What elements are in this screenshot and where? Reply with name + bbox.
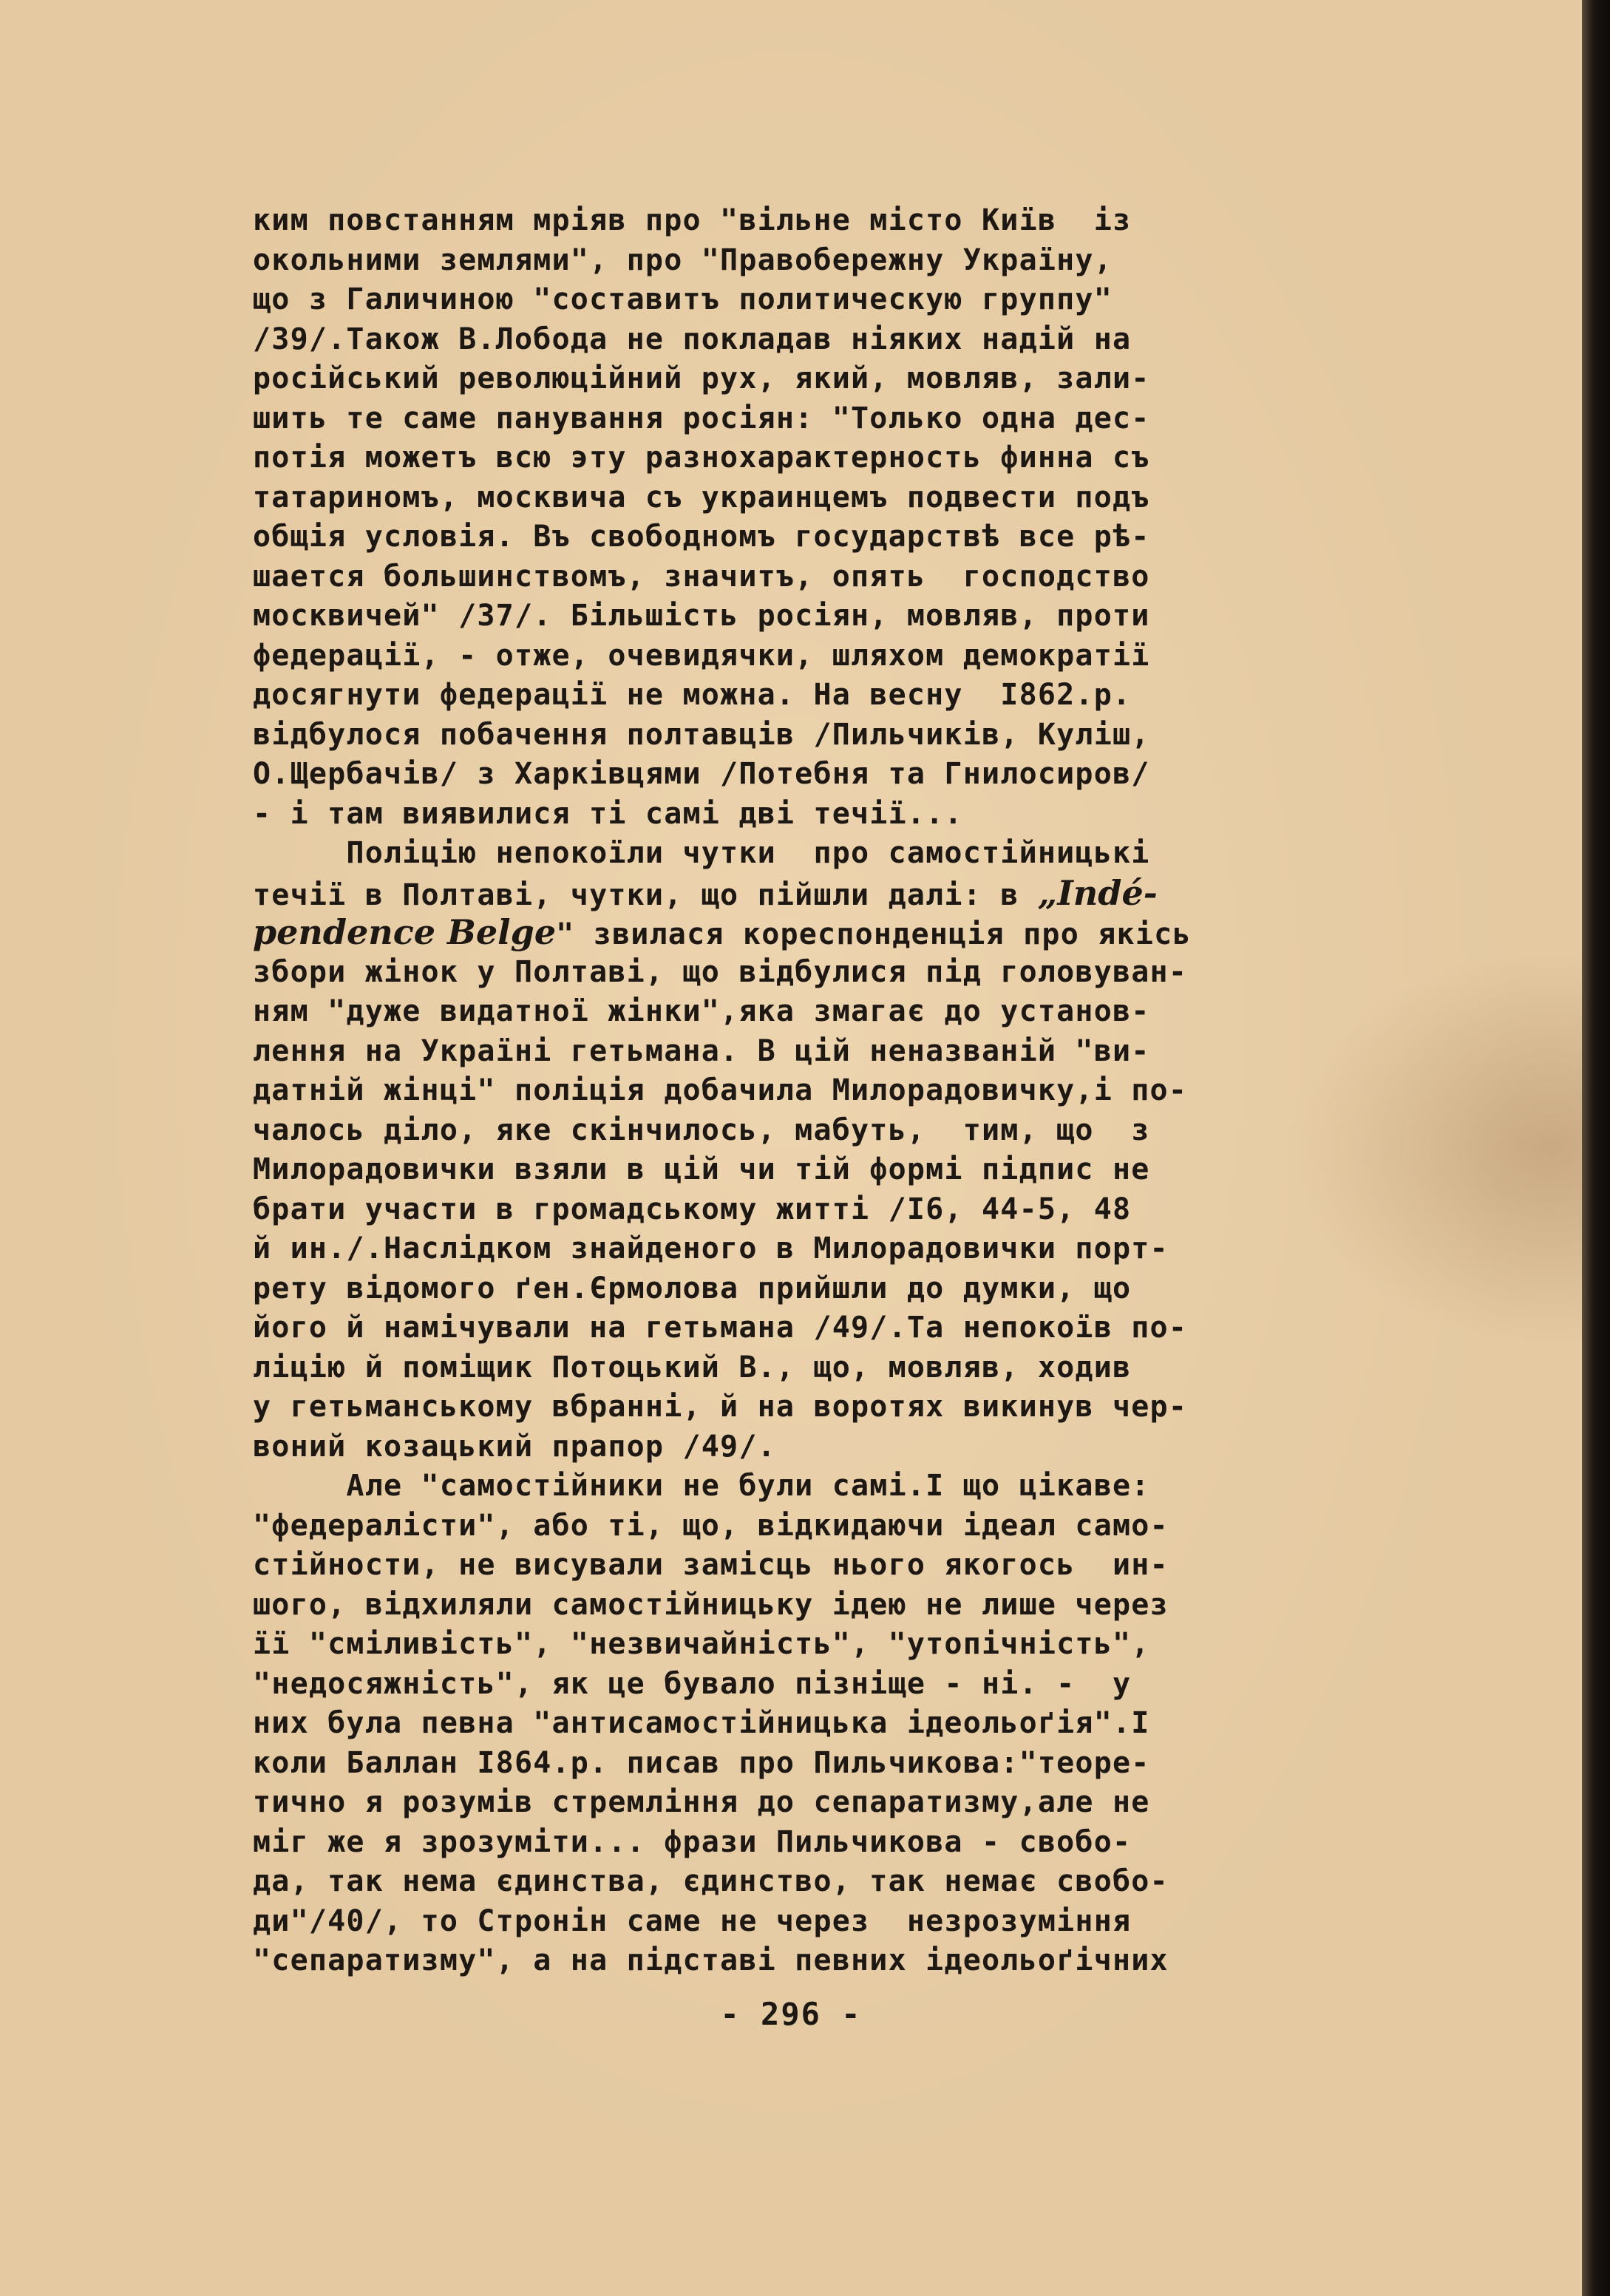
text-line: /39/.Також В.Лобода не покладав ніяких надій на (253, 322, 1132, 356)
text-line: відбулося побачення полтавців /Пильчиків, Куліш, (253, 717, 1150, 752)
text-line: ди"/40/, то Стронін саме не через незрозуміння (253, 1903, 1132, 1938)
text-line: федерації, - отже, очевидячки, шляхом демократії (253, 638, 1150, 673)
text-line: да, так нема єдинства, єдинство, так немає свобо- (253, 1864, 1169, 1898)
text-line: що з Галичиною "составитъ политическую группу" (253, 282, 1113, 316)
text-line: міг же я зрозуміти... фрази Пильчикова - свобо- (253, 1824, 1132, 1859)
text-line: "федералісти", або ті, що, відкидаючи ідеал само- (253, 1508, 1169, 1543)
text-line: Але "самостійники не були самі.I що цікаве: (253, 1469, 1150, 1503)
text-line: - і там виявилися ті самі дві течії... (253, 796, 963, 831)
text-line: татариномъ, москвича съ украинцемъ подвести подъ (253, 480, 1150, 514)
text-line: датній жінці" поліція добачила Милорадовичку,і по- (253, 1073, 1188, 1107)
text-line: них була певна "антисамостійницька ідеольоґія".І (253, 1706, 1150, 1740)
text-line: досягнути федерації не можна. На весну I862.р. (253, 678, 1132, 712)
body-text (253, 201, 1480, 1981)
text-line: й ин./.Наслідком знайденого в Милорадовички порт- (253, 1232, 1169, 1266)
text-line: О.Щербачів/ з Харківцями /Потебня та Гнилосиров/ (253, 757, 1150, 791)
text-line (253, 874, 1480, 914)
text-line: тично я розумів стремління до сепаратизму,але не (253, 1785, 1150, 1819)
text-line: Поліцію непокоїли чутки про самостійницькі (253, 836, 1150, 870)
book-spine (1582, 0, 1610, 2296)
text-line: коли Баллан I864.р. писав про Пильчикова:"теоре- (253, 1745, 1150, 1780)
text-line: стійности, не висували замісць нього якогось ин- (253, 1548, 1169, 1582)
text-line: брати участи в громадському житті /I6, 44-5, 48 (253, 1192, 1132, 1226)
text-line: у гетьманському вбранні, й на воротях викинув чер- (253, 1390, 1188, 1424)
text-line: шается большинствомъ, значитъ, опять господство (253, 559, 1150, 594)
text-line: її "сміливість", "незвичайність", "утопічність", (253, 1627, 1150, 1661)
text-line: збори жінок у Полтаві, що відбулися під головуван- (253, 954, 1188, 989)
text-line: шить те саме панування росіян: "Только одна дес- (253, 401, 1150, 435)
text-segment: " звилася кореспонденція про якісь (556, 917, 1192, 951)
handwritten-insertion: pendence Belge (253, 913, 557, 952)
text-line (253, 913, 1480, 953)
text-segment: течії в Полтаві, чутки, що пійшли далі: в (253, 877, 1038, 912)
text-line: окольними землями", про "Правобережну Україну, (253, 242, 1113, 277)
text-line: воний козацький прапор /49/. (253, 1429, 776, 1464)
page-number: - 296 - (720, 1996, 862, 2032)
text-line: общія условія. Въ свободномъ государствѣ все рѣ- (253, 520, 1150, 554)
text-line: його й намічували на гетьмана /49/.Та непокоїв по- (253, 1311, 1188, 1345)
text-line: лення на Україні гетьмана. В цій неназваній "ви- (253, 1033, 1150, 1068)
text-line: шого, відхиляли самостійницьку ідею не лише через (253, 1587, 1169, 1622)
text-line: рету відомого ґен.Єрмолова прийшли до думки, що (253, 1271, 1132, 1305)
text-line: москвичей" /37/. Більшість росіян, мовляв, проти (253, 599, 1150, 633)
text-line: чалось діло, яке скінчилось, мабуть, тим, що з (253, 1113, 1150, 1147)
text-line: ким повстанням мріяв про "вільне місто Київ із (253, 203, 1132, 237)
text-line: "сепаратизму", а на підставі певних ідеольоґічних (253, 1943, 1169, 1977)
text-line: Милорадовички взяли в цій чи тій формі підпис не (253, 1152, 1150, 1186)
text-line: "недосяжність", як це бувало пізніще - ні. - у (253, 1666, 1132, 1701)
text-line: ням "дуже видатної жінки",яка змагає до установ- (253, 994, 1150, 1028)
text-line: ліцію й поміщик Потоцький В., що, мовляв, ходив (253, 1350, 1132, 1385)
handwritten-insertion: „Indé- (1037, 873, 1158, 913)
text-line: потія можетъ всю эту разнохарактерность финна съ (253, 441, 1150, 475)
text-line: російський революційний рух, який, мовляв, зали- (253, 361, 1150, 395)
